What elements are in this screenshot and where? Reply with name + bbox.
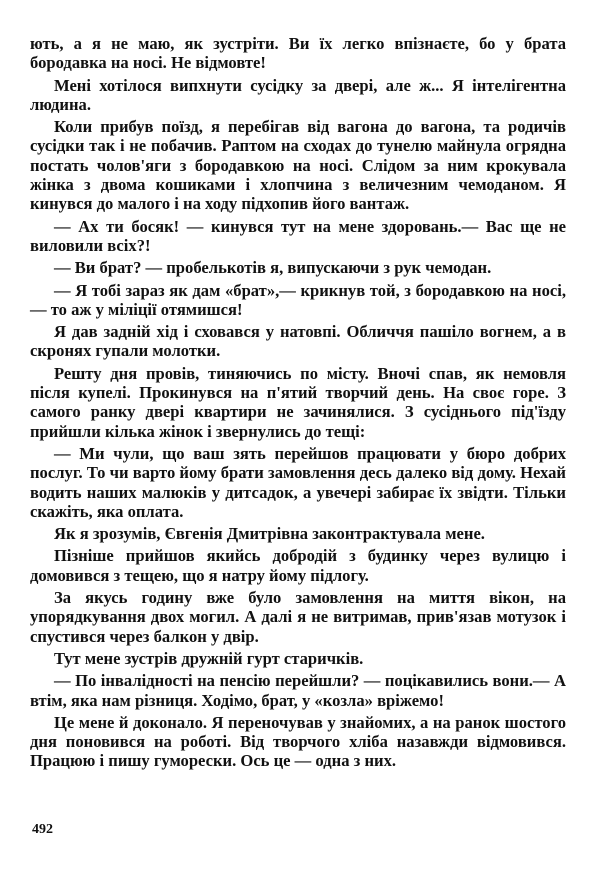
paragraph-8: Решту дня провів, тиняючись по місту. Вночі спав, як немовля після купелі. Прокинувся на п'ятий творчий день. На своє горе. З самого ранку двері квартири не зачинялися. З сусіднього під'їзду прийшли кілька жінок і звернулись до тещі: (30, 363, 566, 441)
paragraph-7: Я дав задній хід і сховався у натовпі. Обличчя пашіло вогнем, а в скронях гупали молотки. (30, 322, 566, 361)
paragraph-5: — Ви брат? — пробелькотів я, випускаючи з рук чемодан. (54, 258, 492, 278)
paragraph-6: — Я тобі зараз як дам «брат»,— крикнув той, з бородавкою на носі,— то аж у міліції отямишся! (30, 280, 566, 319)
paragraph-11: Пізніше прийшов якийсь добродій з будинку через вулицю і домовився з тещею, що я натру йому підлогу. (30, 546, 566, 585)
page-body (30, 34, 566, 774)
paragraph-10: Як я зрозумів, Євгенія Дмитрівна законтрактувала мене. (54, 524, 485, 544)
paragraph-15: Це мене й доконало. Я переночував у знайомих, а на ранок шостого дня поновився на роботі. Від творчого хліба назавжди відмовився. Працюю і пишу гуморески. Ось це — одна з них. (30, 712, 566, 771)
paragraph-1: ють, а я не маю, як зустріти. Ви їх легко впізнаєте, бо у брата бородавка на носі. Не відмовте! (30, 34, 566, 73)
paragraph-13: Тут мене зустрів дружній гурт старичків. (54, 648, 364, 668)
paragraph-14: — По інвалідності на пенсію перейшли? — поцікавились вони.— А втім, яка нам різниця. Ходімо, брат, у «козла» вріжемо! (30, 671, 566, 710)
paragraph-3: Коли прибув поїзд, я перебігав від вагона до вагона, та родичів сусідки так і не побачив. Раптом на сходах до тунелю майнула огрядна постать чолов'яги з бородавкою на носі. Слідом за ним крокувала жінка з двома кошиками і хлопчина з величезним чемоданом. Я кинувся до малого і на ходу підхопив його вантаж. (30, 117, 566, 214)
paragraph-9: — Ми чули, що ваш зять перейшов працювати у бюро добрих послуг. То чи варто йому брати замовлення десь далеко від дому. Нехай водить наших малюків у дитсадок, а увечері забирає їх звідти. Тільки скажіть, яка оплата. (30, 443, 566, 521)
page-number: 492 (32, 822, 53, 837)
paragraph-4: — Ах ти босяк! — кинувся тут на мене здоровань.— Вас ще не виловили всіх?! (30, 216, 566, 255)
paragraph-12: За якусь годину вже було замовлення на миття вікон, на упорядкування двох могил. А далі я не витримав, прив'язав мотузок і спустився через балкон у двір. (30, 588, 566, 646)
paragraph-2: Мені хотілося випхнути сусідку за двері, але ж... Я інтелігентна людина. (30, 75, 566, 114)
